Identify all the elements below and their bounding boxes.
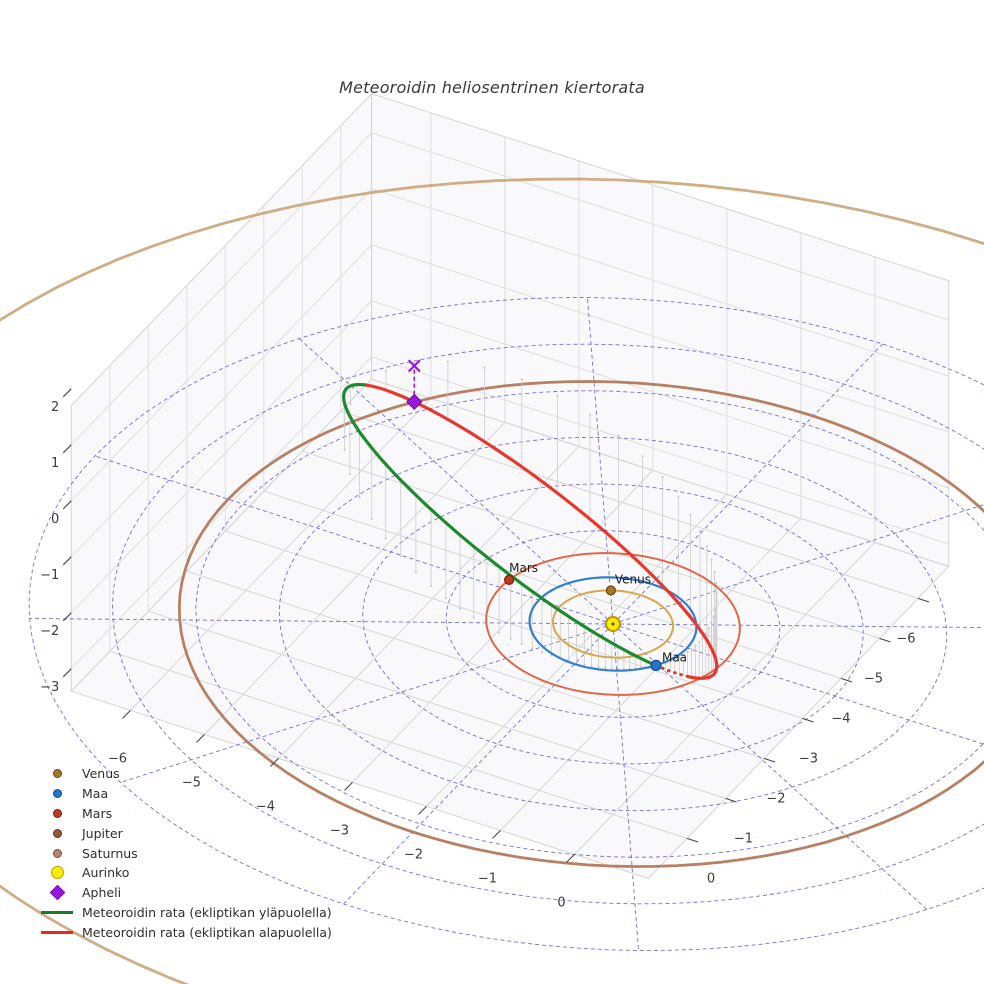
legend-label: Jupiter bbox=[82, 825, 123, 841]
legend-label: Maa bbox=[82, 786, 109, 802]
height-stem-cap bbox=[715, 600, 717, 602]
axis-tick bbox=[63, 445, 71, 453]
legend-item-maa bbox=[40, 784, 332, 804]
height-stem-cap bbox=[556, 394, 558, 396]
y-tick-label: −5 bbox=[863, 671, 884, 687]
axis-tick bbox=[764, 758, 775, 762]
height-stem-cap bbox=[447, 361, 449, 363]
height-stem-cap bbox=[343, 425, 345, 427]
aurinko-legend-marker-icon bbox=[40, 866, 74, 879]
height-stem-cap bbox=[430, 585, 432, 587]
x-tick-label: −6 bbox=[107, 751, 128, 767]
axis-tick bbox=[918, 598, 929, 602]
height-stem-cap bbox=[617, 668, 619, 670]
height-stem-cap bbox=[583, 664, 585, 666]
height-stem-cap bbox=[711, 559, 713, 561]
chart-title: Meteoroidin heliosentrinen kiertorata bbox=[339, 78, 645, 97]
axis-tick bbox=[63, 613, 71, 621]
height-stem-cap bbox=[385, 538, 387, 540]
x-tick-label: −1 bbox=[477, 871, 498, 887]
height-stem-cap bbox=[591, 665, 593, 667]
legend-label: Mars bbox=[82, 805, 113, 821]
height-stem-cap bbox=[541, 651, 543, 653]
axis-tick bbox=[803, 718, 814, 722]
legend-label: Meteoroidin rata (ekliptikan yläpuolella) bbox=[82, 904, 332, 920]
height-stem-cap bbox=[358, 496, 360, 498]
height-stem-cap bbox=[677, 495, 679, 497]
axis-tick bbox=[726, 798, 737, 802]
z-tick-label: 0 bbox=[51, 511, 60, 527]
axis-tick bbox=[345, 782, 353, 790]
x-tick-label: −4 bbox=[255, 799, 276, 815]
height-stem-cap bbox=[589, 414, 591, 416]
height-stem-cap bbox=[706, 545, 708, 547]
legend-item-rata-yla bbox=[40, 903, 332, 923]
height-stem-cap bbox=[713, 615, 715, 617]
legend-item-apheli bbox=[40, 883, 332, 903]
y-tick-label: −2 bbox=[766, 791, 786, 807]
height-stem-cap bbox=[510, 638, 512, 640]
height-stem-cap bbox=[690, 514, 692, 516]
legend-item-mars bbox=[40, 804, 332, 824]
maa-dot bbox=[651, 660, 661, 670]
height-stem-cap bbox=[371, 518, 373, 520]
axis-tick bbox=[419, 806, 427, 814]
legend-item-venus bbox=[40, 764, 332, 784]
height-stem-cap bbox=[716, 592, 718, 594]
height-stem-cap bbox=[715, 582, 717, 584]
x-tick-label: −3 bbox=[329, 823, 350, 839]
height-stem-cap bbox=[661, 476, 663, 478]
y-tick-label: −1 bbox=[733, 831, 754, 847]
height-stem-cap bbox=[349, 473, 351, 475]
saturnus-legend-glyph bbox=[53, 849, 62, 858]
maa-legend-marker-icon bbox=[40, 789, 74, 798]
height-stem-cap bbox=[708, 627, 710, 629]
mars-legend-marker-icon bbox=[40, 809, 74, 818]
legend-label: Venus bbox=[82, 766, 120, 782]
axis-tick bbox=[63, 501, 71, 509]
z-tick-label: −2 bbox=[40, 623, 60, 639]
z-tick-label: 1 bbox=[51, 455, 60, 471]
height-stem-cap bbox=[618, 434, 620, 436]
height-stem-cap bbox=[459, 608, 461, 610]
apheli-legend-glyph bbox=[49, 885, 65, 901]
maa-label: Maa bbox=[661, 650, 688, 665]
legend-label: Meteoroidin rata (ekliptikan alapuolella) bbox=[82, 924, 332, 940]
legend-item-rata-ala bbox=[40, 922, 332, 942]
legend-label: Saturnus bbox=[82, 845, 138, 861]
height-stem-cap bbox=[611, 667, 613, 669]
legend-label: Aurinko bbox=[82, 865, 130, 881]
axis-tick bbox=[687, 838, 698, 842]
height-stem-cap bbox=[343, 449, 345, 451]
mars-label: Mars bbox=[509, 560, 539, 575]
height-stem-cap bbox=[710, 622, 712, 624]
legend-label: Apheli bbox=[82, 885, 122, 901]
venus-legend-glyph bbox=[53, 769, 62, 778]
venus-dot bbox=[606, 586, 615, 595]
height-stem-cap bbox=[473, 617, 475, 619]
height-stem-cap bbox=[415, 571, 417, 573]
height-stem-cap bbox=[698, 641, 700, 643]
x-tick-label: −2 bbox=[403, 847, 424, 863]
height-stem-cap bbox=[521, 378, 523, 380]
aurinko-legend-glyph bbox=[51, 866, 64, 879]
apheli-legend-marker-icon bbox=[40, 887, 74, 898]
mars-dot bbox=[505, 575, 514, 584]
y-tick-label: −6 bbox=[896, 631, 916, 647]
sun-center-dot bbox=[611, 622, 614, 625]
legend-item-saturnus bbox=[40, 843, 332, 863]
axis-tick bbox=[567, 854, 575, 862]
venus-label: Venus bbox=[614, 572, 652, 587]
height-stem-cap bbox=[642, 455, 644, 457]
height-stem-cap bbox=[691, 648, 693, 650]
legend-item-jupiter bbox=[40, 823, 332, 843]
axis-tick bbox=[123, 710, 131, 718]
height-stem-cap bbox=[413, 362, 415, 364]
height-stem-cap bbox=[714, 571, 716, 573]
y-tick-label: −3 bbox=[798, 751, 819, 767]
height-stem-cap bbox=[714, 608, 716, 610]
height-stem-cap bbox=[705, 632, 707, 634]
height-stem-cap bbox=[445, 597, 447, 599]
height-stem-cap bbox=[604, 667, 606, 669]
z-tick-label: −1 bbox=[40, 567, 60, 583]
height-stem-cap bbox=[385, 370, 387, 372]
rata-yla-legend-marker-icon bbox=[40, 911, 74, 914]
axis-tick bbox=[63, 557, 71, 565]
axis-tick bbox=[880, 638, 891, 642]
axis-tick bbox=[63, 389, 71, 397]
height-stem-cap bbox=[699, 530, 701, 532]
height-stem-cap bbox=[350, 403, 352, 405]
y-tick-label: 0 bbox=[706, 871, 716, 887]
jupiter-legend-glyph bbox=[53, 829, 62, 838]
z-tick-label: −3 bbox=[40, 679, 60, 695]
rata-ala-legend-marker-icon bbox=[40, 931, 74, 934]
rata-yla-legend-glyph bbox=[41, 911, 73, 914]
saturnus-legend-marker-icon bbox=[40, 849, 74, 858]
axis-tick bbox=[63, 669, 71, 677]
axis-tick bbox=[197, 734, 205, 742]
legend bbox=[40, 764, 332, 942]
legend-item-aurinko bbox=[40, 863, 332, 883]
height-stem-cap bbox=[531, 647, 533, 649]
axis-tick bbox=[493, 830, 501, 838]
y-tick-label: −4 bbox=[831, 711, 851, 727]
height-stem-cap bbox=[400, 555, 402, 557]
axis-tick bbox=[841, 678, 852, 682]
venus-legend-marker-icon bbox=[40, 769, 74, 778]
height-stem-cap bbox=[694, 645, 696, 647]
height-stem-cap bbox=[598, 666, 600, 668]
height-stem-cap bbox=[498, 632, 500, 634]
x-tick-label: 0 bbox=[557, 895, 566, 911]
height-stem-cap bbox=[484, 367, 486, 369]
maa-legend-glyph bbox=[53, 789, 62, 798]
mars-legend-glyph bbox=[53, 809, 62, 818]
x-tick-label: −5 bbox=[181, 775, 202, 791]
jupiter-legend-marker-icon bbox=[40, 829, 74, 838]
z-tick-label: 2 bbox=[51, 399, 60, 415]
height-stem-cap bbox=[521, 643, 523, 645]
rata-ala-legend-glyph bbox=[41, 931, 73, 934]
